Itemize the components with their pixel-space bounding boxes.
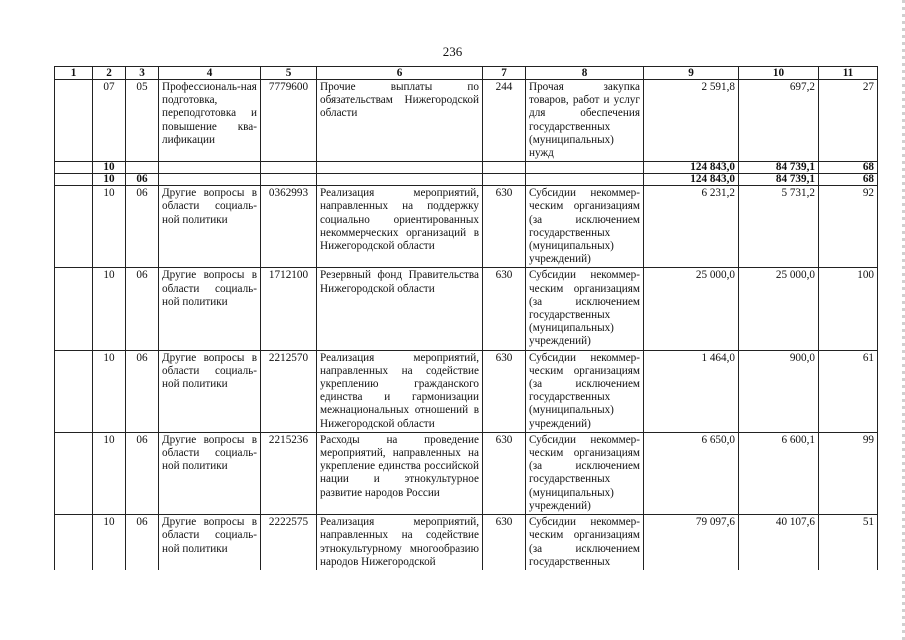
column-header-expense-type: 7 [483, 67, 526, 80]
article-name-cell [317, 162, 483, 174]
table-row [55, 515, 878, 570]
target-article-cell [261, 162, 317, 174]
row-number-cell [55, 162, 93, 174]
expense-type-name-cell: Прочая закупка товаров, работ и услуг для обеспечения государственных (муниципальных) нужд [526, 80, 644, 162]
planned-amount-cell: 79 097,6 [644, 515, 739, 570]
section-cell: 10 [93, 515, 126, 570]
column-header-target-article: 5 [261, 67, 317, 80]
article-name-cell: Резервный фонд Правительства Нижегородской области [317, 268, 483, 350]
section-name-cell: Другие вопросы в области социаль-ной политики [159, 515, 261, 570]
section-name-cell [159, 162, 261, 174]
execution-percent-cell: 68 [819, 174, 878, 186]
section-cell: 10 [93, 162, 126, 174]
execution-percent-cell: 92 [819, 186, 878, 268]
column-header-planned-amount: 9 [644, 67, 739, 80]
expense-type-name-cell [526, 162, 644, 174]
subsection-cell: 06 [126, 515, 159, 570]
expense-type-name-cell [526, 174, 644, 186]
executed-amount-cell: 5 731,2 [739, 186, 819, 268]
subsection-cell [126, 162, 159, 174]
execution-percent-cell: 51 [819, 515, 878, 570]
executed-amount-cell: 697,2 [739, 80, 819, 162]
column-header-expense-type-name: 8 [526, 67, 644, 80]
planned-amount-cell: 6 231,2 [644, 186, 739, 268]
article-name-cell: Реализация мероприятий, направленных на содействие укреплению гражданского единства и гармонизации межнациональных отношений в Нижегородской области [317, 350, 483, 432]
section-name-cell [159, 174, 261, 186]
row-number-cell [55, 174, 93, 186]
section-cell: 10 [93, 186, 126, 268]
total-row [55, 174, 878, 186]
execution-percent-cell: 68 [819, 162, 878, 174]
executed-amount-cell: 84 739,1 [739, 162, 819, 174]
executed-amount-cell: 40 107,6 [739, 515, 819, 570]
row-number-cell [55, 268, 93, 350]
column-header-subsection: 3 [126, 67, 159, 80]
expense-type-cell: 630 [483, 432, 526, 514]
column-header-execution-percent: 11 [819, 67, 878, 80]
expense-type-name-cell: Субсидии некоммер-ческим организациям (за исключением государственных [526, 515, 644, 570]
executed-amount-cell: 25 000,0 [739, 268, 819, 350]
expense-type-cell [483, 174, 526, 186]
budget-table [54, 66, 878, 570]
section-cell: 07 [93, 80, 126, 162]
target-article-cell: 2215236 [261, 432, 317, 514]
article-name-cell [317, 174, 483, 186]
executed-amount-cell: 84 739,1 [739, 174, 819, 186]
section-cell: 10 [93, 432, 126, 514]
section-name-cell: Профессиональ-ная подготовка, переподготовка и повышение ква-лификации [159, 80, 261, 162]
expense-type-cell: 244 [483, 80, 526, 162]
target-article-cell: 2212570 [261, 350, 317, 432]
table-row [55, 268, 878, 350]
page-number: 236 [442, 44, 463, 59]
column-header-executed-amount: 10 [739, 67, 819, 80]
execution-percent-cell: 61 [819, 350, 878, 432]
executed-amount-cell: 900,0 [739, 350, 819, 432]
column-header-section-name: 4 [159, 67, 261, 80]
article-name-cell: Реализация мероприятий, направленных на поддержку социально ориентированных некоммерческих организаций в Нижегородской области [317, 186, 483, 268]
expense-type-cell: 630 [483, 268, 526, 350]
planned-amount-cell: 124 843,0 [644, 174, 739, 186]
subsection-cell: 06 [126, 432, 159, 514]
header-row [55, 67, 878, 80]
article-name-cell: Расходы на проведение мероприятий, направленных на укрепление единства российской нации и этнокультурное развитие народов России [317, 432, 483, 514]
row-number-cell [55, 515, 93, 570]
section-cell: 10 [93, 174, 126, 186]
subsection-cell: 05 [126, 80, 159, 162]
expense-type-name-cell: Субсидии некоммер-ческим организациям (за исключением государственных (муниципальных) учреждений) [526, 432, 644, 514]
subsection-cell: 06 [126, 186, 159, 268]
planned-amount-cell: 2 591,8 [644, 80, 739, 162]
target-article-cell: 2222575 [261, 515, 317, 570]
column-header-row-number: 1 [55, 67, 93, 80]
execution-percent-cell: 100 [819, 268, 878, 350]
article-name-cell: Реализация мероприятий, направленных на содействие этнокультурному многообразию народов Нижегородской [317, 515, 483, 570]
table-row [55, 432, 878, 514]
expense-type-name-cell: Субсидии некоммер-ческим организациям (за исключением государственных (муниципальных) учреждений) [526, 186, 644, 268]
subsection-cell: 06 [126, 350, 159, 432]
row-number-cell [55, 186, 93, 268]
row-number-cell [55, 432, 93, 514]
section-name-cell: Другие вопросы в области социаль-ной политики [159, 268, 261, 350]
planned-amount-cell: 6 650,0 [644, 432, 739, 514]
section-cell: 10 [93, 350, 126, 432]
expense-type-cell: 630 [483, 186, 526, 268]
article-name-cell: Прочие выплаты по обязательствам Нижегородской области [317, 80, 483, 162]
target-article-cell: 0362993 [261, 186, 317, 268]
executed-amount-cell: 6 600,1 [739, 432, 819, 514]
section-name-cell: Другие вопросы в области социаль-ной политики [159, 432, 261, 514]
row-number-cell [55, 80, 93, 162]
expense-type-cell [483, 162, 526, 174]
execution-percent-cell: 27 [819, 80, 878, 162]
subsection-cell: 06 [126, 268, 159, 350]
execution-percent-cell: 99 [819, 432, 878, 514]
target-article-cell: 1712100 [261, 268, 317, 350]
subsection-cell: 06 [126, 174, 159, 186]
expense-type-name-cell: Субсидии некоммер-ческим организациям (за исключением государственных (муниципальных) учреждений) [526, 268, 644, 350]
expense-type-cell: 630 [483, 350, 526, 432]
expense-type-cell: 630 [483, 515, 526, 570]
planned-amount-cell: 25 000,0 [644, 268, 739, 350]
table-body [55, 80, 878, 570]
row-number-cell [55, 350, 93, 432]
target-article-cell: 7779600 [261, 80, 317, 162]
planned-amount-cell: 124 843,0 [644, 162, 739, 174]
expense-type-name-cell: Субсидии некоммер-ческим организациям (за исключением государственных (муниципальных) учреждений) [526, 350, 644, 432]
section-name-cell: Другие вопросы в области социаль-ной политики [159, 186, 261, 268]
table-row [55, 186, 878, 268]
column-header-article-name: 6 [317, 67, 483, 80]
table-row [55, 80, 878, 162]
target-article-cell [261, 174, 317, 186]
column-header-section: 2 [93, 67, 126, 80]
table-row [55, 350, 878, 432]
section-name-cell: Другие вопросы в области социаль-ной политики [159, 350, 261, 432]
planned-amount-cell: 1 464,0 [644, 350, 739, 432]
total-row [55, 162, 878, 174]
section-cell: 10 [93, 268, 126, 350]
